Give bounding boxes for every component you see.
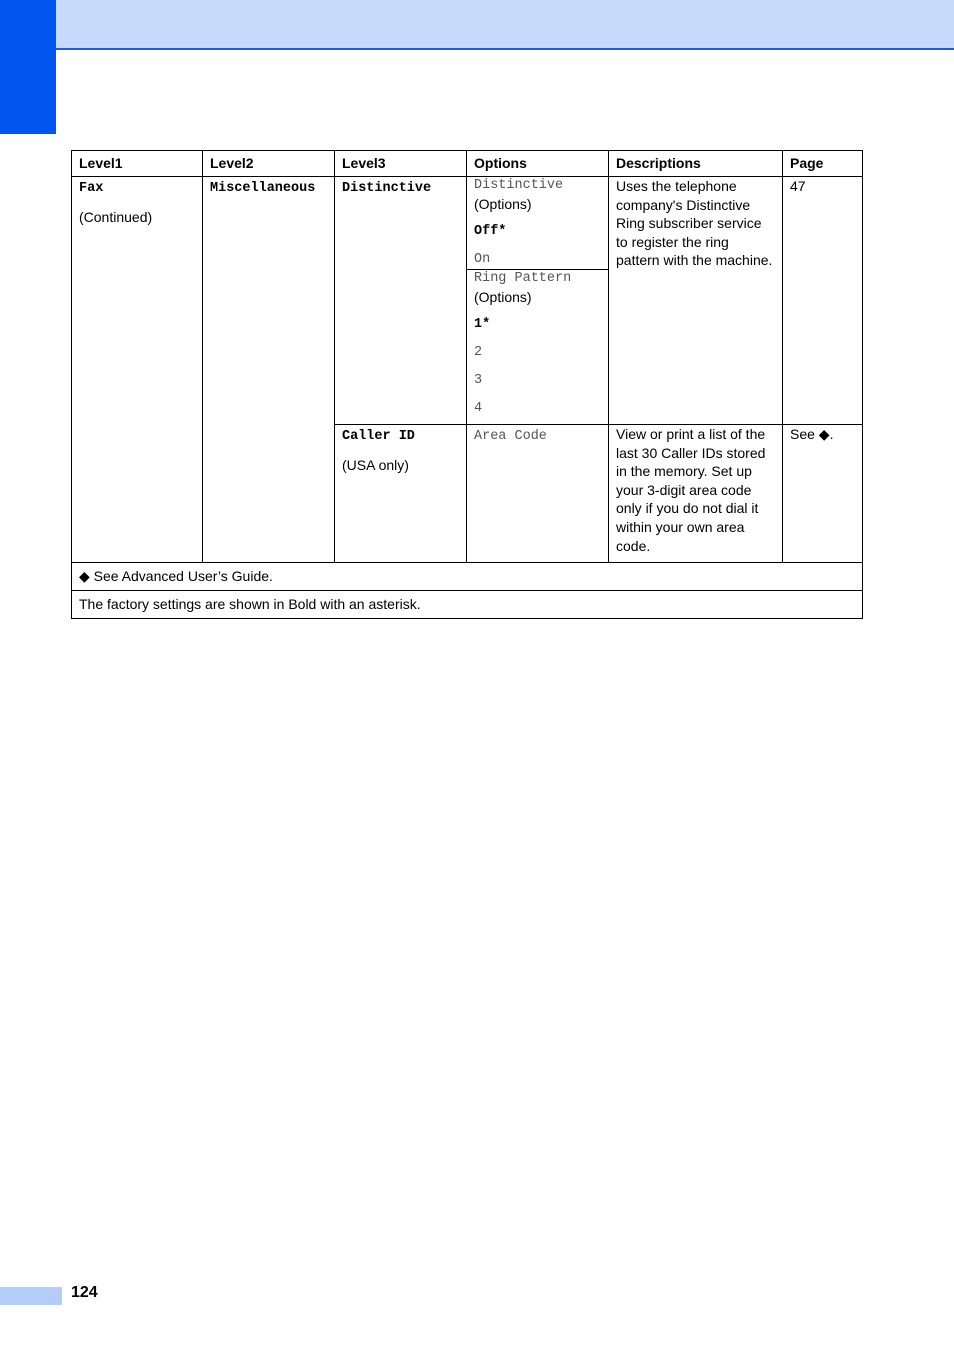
options-cell-distinctive [467,177,609,270]
page-cell: 47 [783,177,863,425]
option-subtitle: (Options) [474,196,532,212]
level3-name: Distinctive [342,181,432,196]
option-default: 1* [474,317,491,332]
footnote-factory-settings: The factory settings are shown in Bold with an asterisk. [72,591,863,619]
option-title: Area Code [474,429,547,444]
level2-name: Miscellaneous [210,181,316,196]
page-number-tab [0,1287,62,1305]
page-number: 124 [71,1284,98,1301]
option-value: On [474,252,491,267]
option-value: 3 [474,373,483,388]
page-cell: See ◆. [783,425,863,563]
chapter-tab [0,0,56,134]
footnote-row [72,563,863,591]
level1-cell [72,177,203,563]
level1-note: (Continued) [79,209,153,225]
footnote-advanced-guide: ◆ See Advanced User’s Guide. [72,563,863,591]
header-band [0,0,954,50]
level3-cell [335,177,467,425]
option-subtitle: (Options) [474,289,532,305]
level3-cell [335,425,467,563]
level1-name: Fax [79,181,104,196]
description-cell: View or print a list of the last 30 Caller IDs stored in the memory. Set up your 3-digit area code only if you do not dial it within your own area code. [609,425,783,563]
level3-note: (USA only) [342,457,409,473]
options-cell-area-code [467,425,609,563]
footnote-row [72,591,863,619]
header-options: Options [467,151,609,177]
header-level1: Level1 [72,151,203,177]
header-page: Page [783,151,863,177]
level3-name: Caller ID [342,429,415,444]
header-level2: Level2 [203,151,335,177]
table-row [72,177,863,270]
header-level3: Level3 [335,151,467,177]
option-value: 4 [474,401,483,416]
option-title: Distinctive [474,178,564,193]
header-descriptions: Descriptions [609,151,783,177]
option-title: Ring Pattern [474,271,572,286]
level2-cell [203,177,335,563]
option-value: 2 [474,345,483,360]
table-header-row [72,151,863,177]
description-cell: Uses the telephone company's Distinctive Ring subscriber service to register the ring pattern with the machine. [609,177,783,425]
settings-table [71,150,863,619]
options-cell-ring-pattern [467,270,609,425]
option-default: Off* [474,224,507,239]
